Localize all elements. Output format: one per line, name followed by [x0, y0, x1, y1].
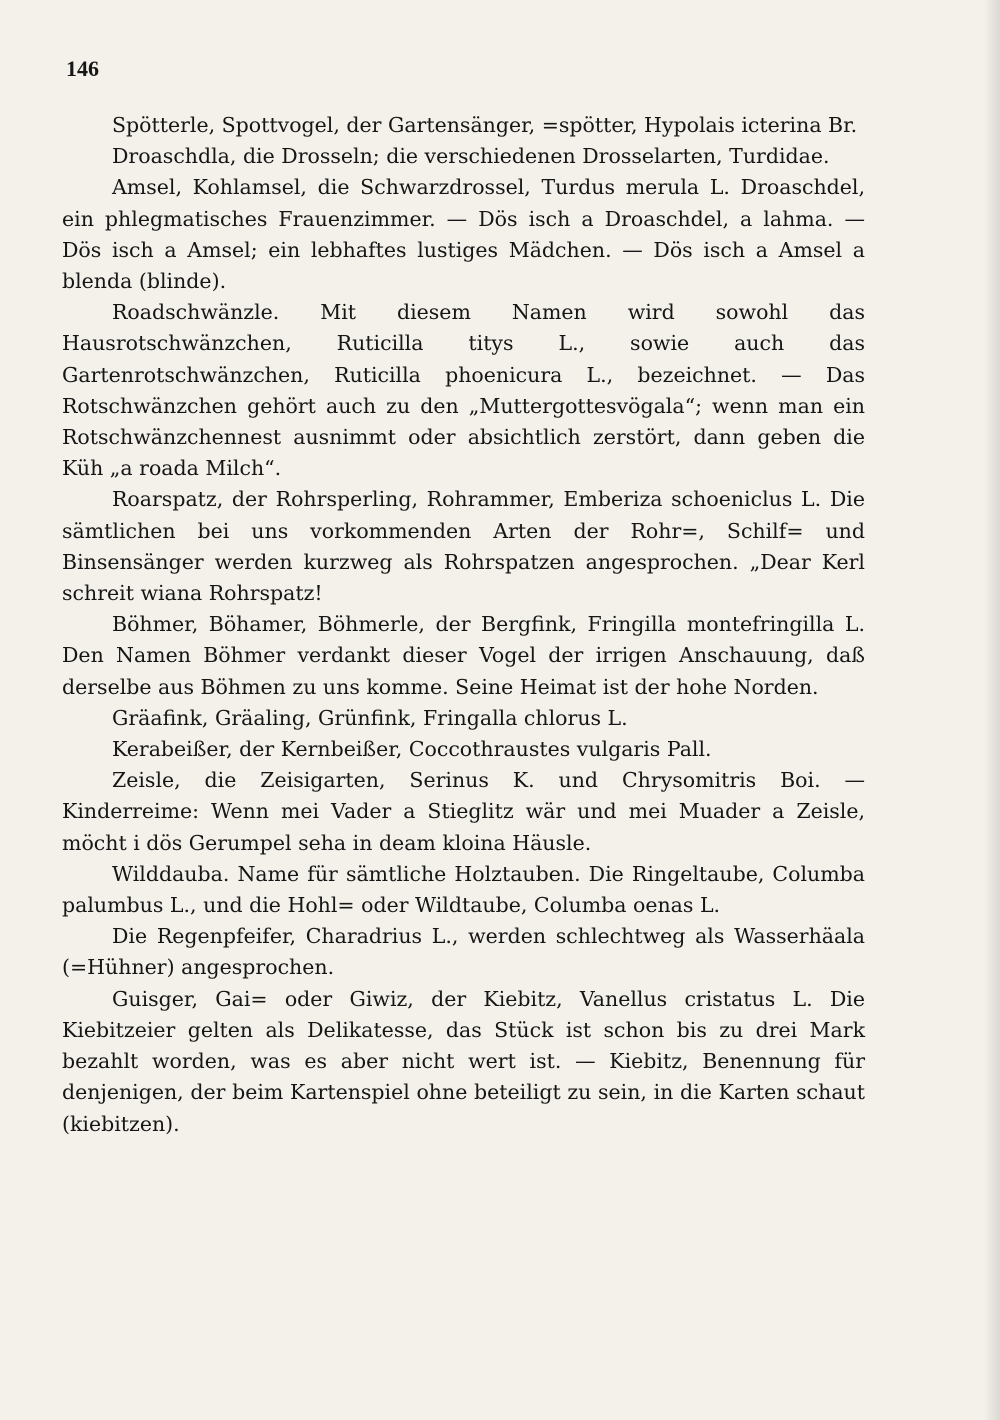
page-edge-shadow: [984, 0, 1000, 1420]
entry-boehmer: Böhmer, Böhamer, Böhmerle, der Bergfink, Fringilla montefringilla L. Den Namen Böhmer verdankt dieser Vogel der irrigen Anschauung, daß derselbe aus Böhmen zu uns komme. Seine Heimat ist der hohe Norden.: [62, 612, 865, 699]
entry-regenpfeifer: Die Regenpfeifer, Charadrius L., werden schlechtweg als Wasserhäala (=Hühner) angesprochen.: [62, 924, 865, 980]
entry-kerabeisser: Kerabeißer, der Kernbeißer, Coccothraustes vulgaris Pall.: [112, 737, 712, 762]
entry-amsel: Amsel, Kohlamsel, die Schwarzdrossel, Turdus merula L. Droaschdel, ein phlegmatisches Frauenzimmer. — Dös isch a Droaschdel, a lahma. — Dös isch a Amsel; ein lebhaftes lustiges Mädchen. — Dös isch a Amsel a blenda (blinde).: [62, 175, 865, 294]
page-number: 146: [66, 56, 99, 81]
entry-guisger: Guisger, Gai= oder Giwiz, der Kiebitz, Vanellus cristatus L. Die Kiebitzeier gelten als Delikatesse, das Stück ist schon bis zu drei Mark bezahlt worden, was es aber nicht wert ist. — Kiebitz, Benennung für denjenigen, der beim Kartenspiel ohne beteiligt zu sein, in die Karten schaut (kiebitzen).: [62, 986, 865, 1136]
entry-wilddauba: Wilddauba. Name für sämtliche Holztauben. Die Ringeltaube, Columba palumbus L., und die Hohl= oder Wildtaube, Columba oenas L.: [62, 861, 865, 918]
entry-roarspatz: Roarspatz, der Rohrsperling, Rohrammer, Emberiza schoeniclus L. Die sämtlichen bei uns vorkommenden Arten der Rohr=, Schilf= und Binsensänger werden kurzweg als Rohrspatzen angesprochen. „Dear Kerl schreit wiana Rohrspatz!: [62, 487, 865, 606]
entry-spoetterle: Spötterle, Spottvogel, der Gartensänger, =spötter, Hypolais icterina Br.: [112, 113, 858, 137]
entry-droaschdla: Droaschdla, die Drosseln; die verschiedenen Drosselarten, Turdidae.: [112, 144, 830, 169]
dictionary-text: [62, 110, 865, 1140]
entry-zeisle: Zeisle, die Zeisigarten, Serinus K. und Chrysomitris Boi. — Kinderreime: Wenn mei Vader a Stieglitz wär und mei Muader a Zeisle, möcht i dös Gerumpel seha in deam kloina Häusle.: [62, 768, 865, 855]
entry-roadschwaenzle: Roadschwänzle. Mit diesem Namen wird sowohl das Hausrotschwänzchen, Ruticilla titys L., sowie auch das Gartenrotschwänzchen, Ruticilla phoenicura L., bezeichnet. — Das Rotschwänzchen gehört auch zu den „Muttergottesvögala“; wenn man ein Rotschwänzchennest ausnimmt oder absichtlich zerstört, dann geben die Küh „a roada Milch“.: [62, 300, 865, 481]
entry-graeafink: Gräafink, Gräaling, Grünfink, Fringalla chlorus L.: [112, 705, 628, 730]
